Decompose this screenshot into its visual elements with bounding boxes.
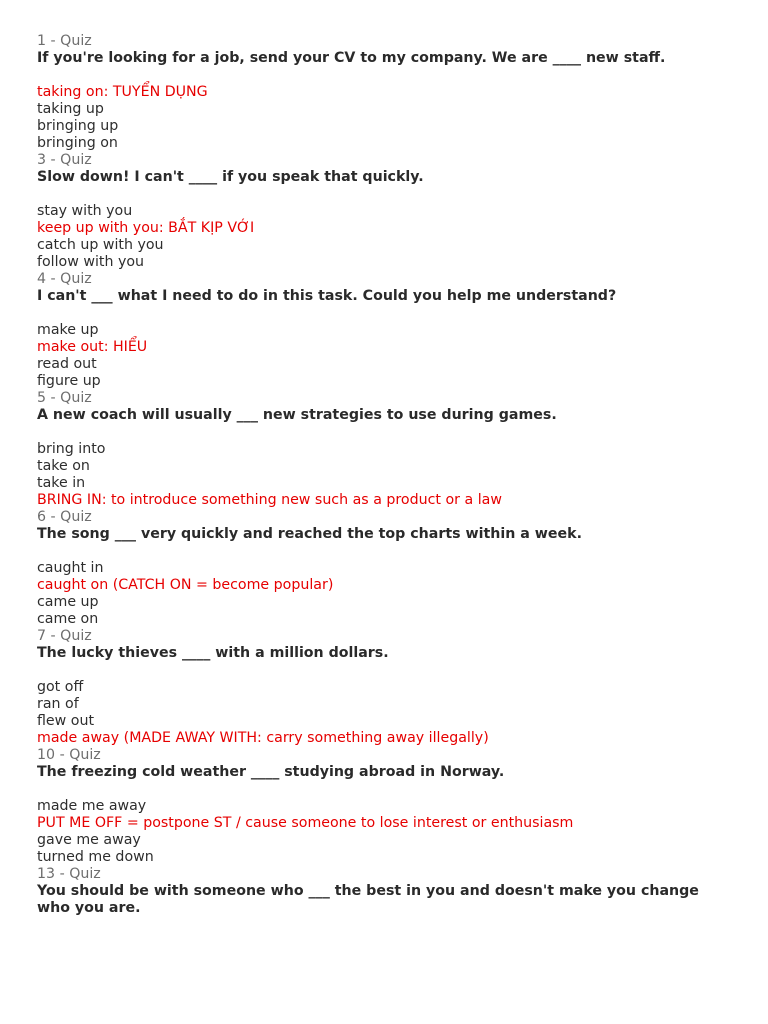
answer-option-correct[interactable]: made away (MADE AWAY WITH: carry something away illegally): [37, 730, 489, 746]
question-spacer: [37, 781, 732, 798]
quiz-question: The freezing cold weather ____ studying abroad in Norway.: [37, 764, 505, 780]
quiz-number: 3 - Quiz: [37, 152, 92, 168]
answer-option[interactable]: catch up with you: [37, 237, 164, 253]
quiz-item: [37, 271, 732, 390]
answer-option[interactable]: gave me away: [37, 832, 141, 848]
question-spacer: [37, 543, 732, 560]
quiz-number: 6 - Quiz: [37, 509, 92, 525]
quiz-item: [37, 152, 732, 271]
answer-option[interactable]: stay with you: [37, 203, 133, 219]
quiz-item: [37, 628, 732, 747]
quiz-question: Slow down! I can't ____ if you speak that quickly.: [37, 169, 424, 185]
answer-option[interactable]: take on: [37, 458, 90, 474]
quiz-question: If you're looking for a job, send your CV to my company. We are ____ new staff.: [37, 50, 666, 66]
option-list: [37, 798, 732, 866]
answer-option-correct[interactable]: caught on (CATCH ON = become popular): [37, 577, 334, 593]
answer-option-correct[interactable]: PUT ME OFF = postpone ST / cause someone to lose interest or enthusiasm: [37, 815, 574, 831]
quiz-number: 10 - Quiz: [37, 747, 101, 763]
quiz-question: I can't ___ what I need to do in this task. Could you help me understand?: [37, 288, 617, 304]
quiz-item: [37, 509, 732, 628]
answer-option-correct[interactable]: taking on: TUYỂN DỤNG: [37, 84, 208, 100]
quiz-item: [37, 747, 732, 866]
answer-option[interactable]: follow with you: [37, 254, 145, 270]
option-list: [37, 322, 732, 390]
option-list: [37, 84, 732, 152]
quiz-number: 1 - Quiz: [37, 33, 92, 49]
option-list: [37, 203, 732, 271]
quiz-question: The song ___ very quickly and reached the top charts within a week.: [37, 526, 582, 542]
answer-option[interactable]: bringing on: [37, 135, 118, 151]
option-list: [37, 441, 732, 509]
answer-option[interactable]: made me away: [37, 798, 147, 814]
question-spacer: [37, 186, 732, 203]
answer-option[interactable]: got off: [37, 679, 84, 695]
answer-option[interactable]: caught in: [37, 560, 104, 576]
quiz-number: 7 - Quiz: [37, 628, 92, 644]
answer-option[interactable]: came on: [37, 611, 99, 627]
quiz-question: You should be with someone who ___ the best in you and doesn't make you change who you are.: [37, 883, 699, 916]
answer-option[interactable]: take in: [37, 475, 86, 491]
answer-option[interactable]: turned me down: [37, 849, 154, 865]
answer-option[interactable]: came up: [37, 594, 99, 610]
answer-option-correct[interactable]: BRING IN: to introduce something new such as a product or a law: [37, 492, 502, 508]
quiz-number: 4 - Quiz: [37, 271, 92, 287]
answer-option[interactable]: bring into: [37, 441, 106, 457]
answer-option[interactable]: bringing up: [37, 118, 119, 134]
answer-option[interactable]: make up: [37, 322, 99, 338]
quiz-question: The lucky thieves ____ with a million dollars.: [37, 645, 389, 661]
question-spacer: [37, 424, 732, 441]
question-spacer: [37, 662, 732, 679]
answer-option-correct[interactable]: make out: HIỂU: [37, 339, 148, 355]
quiz-item: [37, 33, 732, 152]
question-spacer: [37, 305, 732, 322]
answer-option[interactable]: read out: [37, 356, 97, 372]
option-list: [37, 679, 732, 747]
quiz-item: [37, 866, 732, 917]
quiz-question: A new coach will usually ___ new strategies to use during games.: [37, 407, 557, 423]
question-spacer: [37, 67, 732, 84]
answer-option[interactable]: taking up: [37, 101, 104, 117]
option-list: [37, 560, 732, 628]
answer-option-correct[interactable]: keep up with you: BẮT KỊP VỚI: [37, 220, 255, 236]
answer-option[interactable]: flew out: [37, 713, 95, 729]
answer-option[interactable]: figure up: [37, 373, 101, 389]
quiz-item: [37, 390, 732, 509]
quiz-number: 5 - Quiz: [37, 390, 92, 406]
answer-option[interactable]: ran of: [37, 696, 79, 712]
quiz-number: 13 - Quiz: [37, 866, 101, 882]
